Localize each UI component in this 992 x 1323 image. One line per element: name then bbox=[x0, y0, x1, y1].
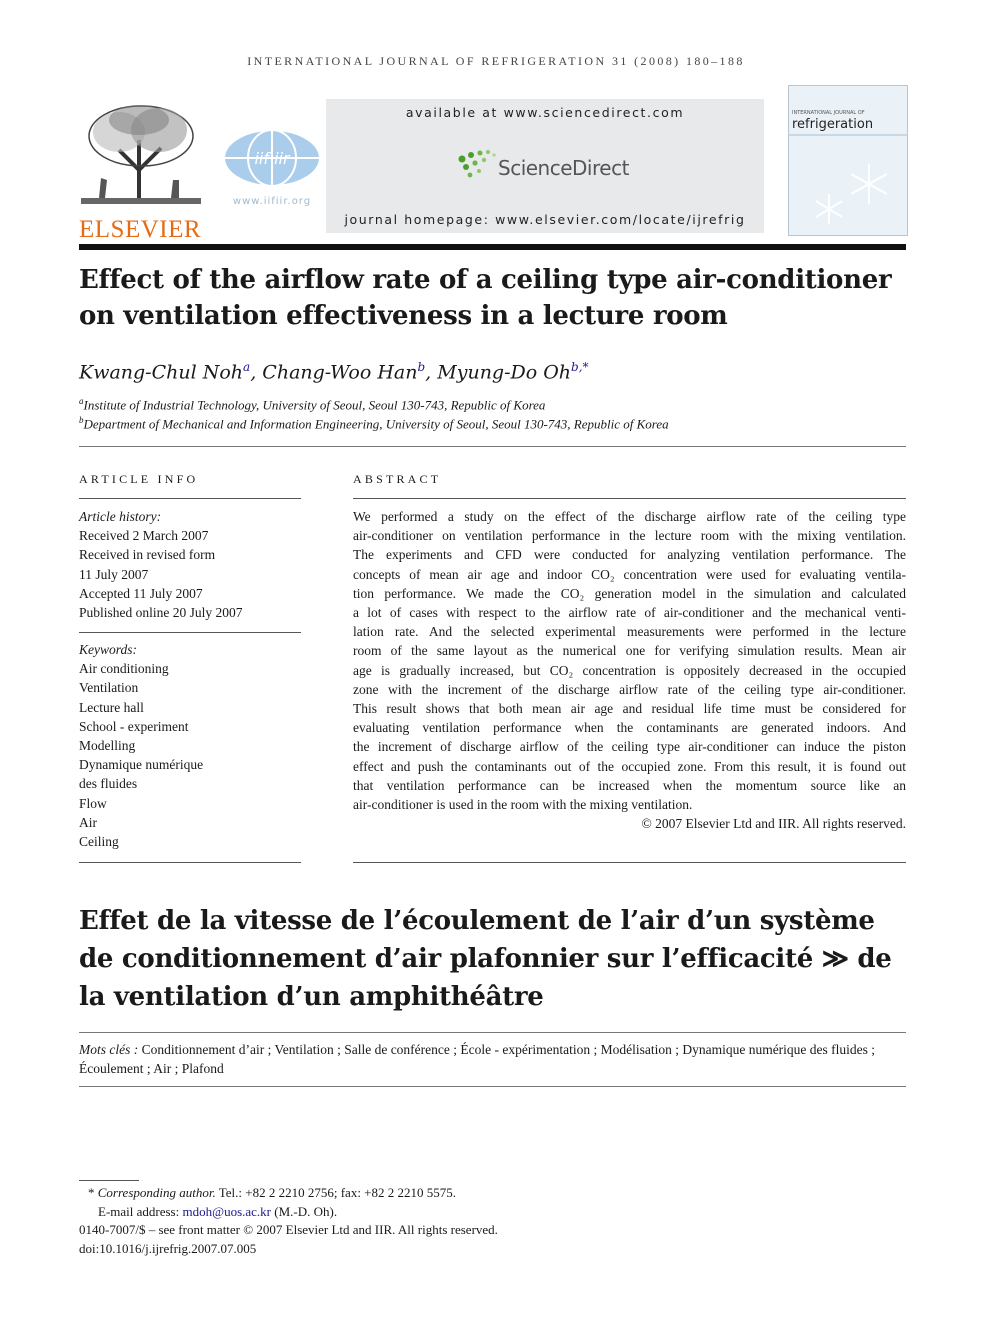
elsevier-logo bbox=[79, 100, 203, 243]
header-rule bbox=[79, 244, 906, 250]
author-name: Kwang-Chul Noh bbox=[79, 361, 244, 384]
author-name: Chang-Woo Han bbox=[262, 361, 418, 384]
affiliation-text: Institute of Industrial Technology, University of Seoul, Seoul 130-743, Republic of Korea bbox=[83, 397, 546, 413]
article-title: Effect of the airflow rate of a ceiling type air-conditioner on ventilation effectiveness in a lecture room bbox=[79, 265, 892, 331]
divider bbox=[353, 498, 906, 499]
abstract-line: room of the same layout as the numerical one for verifying simulation results. Mean air bbox=[353, 643, 906, 659]
abstract-line: The experiments and CFD were conducted for analyzing ventilation performance. The bbox=[353, 547, 906, 563]
divider bbox=[79, 862, 301, 863]
history-entry: Received 2 March 2007 bbox=[79, 528, 209, 544]
abstract-line: air-conditioner is used in the room with the mixing ventilation. bbox=[353, 797, 693, 813]
globe-icon bbox=[222, 128, 322, 190]
affiliation-marker: b bbox=[79, 415, 84, 425]
journal-cover bbox=[788, 85, 908, 236]
footnote-star: * bbox=[88, 1185, 95, 1200]
abstract-line: that ventilation performance can be increased when the momentum source like an bbox=[353, 777, 906, 793]
author-affil-link[interactable]: a bbox=[243, 360, 251, 374]
corresponding-contact: Tel.: +82 2 2210 2756; fax: +82 2 2210 5575. bbox=[215, 1185, 457, 1200]
history-entry: 11 July 2007 bbox=[79, 566, 149, 582]
iifiir-url[interactable]: www.iifiir.org bbox=[232, 196, 312, 207]
abstract-line: zone with the increment of the discharge airflow rate of the ceiling type air-conditioner. bbox=[353, 681, 906, 697]
snowflake-icon bbox=[789, 134, 907, 234]
elsevier-wordmark: ELSEVIER bbox=[79, 216, 202, 243]
author-list bbox=[79, 360, 589, 383]
history-entry: Accepted 11 July 2007 bbox=[79, 585, 203, 601]
abstract-line: the increment of discharge airflow of the ceiling type air-conditioner can induce the piston bbox=[353, 739, 906, 755]
divider bbox=[79, 632, 301, 633]
abstract-copyright: © 2007 Elsevier Ltd and IIR. All rights reserved. bbox=[641, 816, 906, 832]
divider bbox=[79, 1086, 906, 1087]
abstract-line: tion performance. We made the CO₂ generation model in the simulation and calculated bbox=[353, 585, 906, 601]
french-title: Effet de la vitesse de l’écoulement de l’air d’un système de conditionnement d’air plafonnier sur l’efficacité ≫ de la ventilation d’un amphithéâtre bbox=[79, 906, 892, 1012]
abstract-heading: ABSTRACT bbox=[353, 472, 442, 486]
affiliation-a bbox=[79, 396, 545, 413]
author-affil-link[interactable]: b bbox=[417, 360, 426, 374]
abstract-line: air-conditioner on ventilation performance in the lecture room with the mixing ventilation. bbox=[353, 528, 906, 544]
article-history bbox=[79, 507, 301, 622]
corresponding-label: Corresponding author. bbox=[97, 1185, 216, 1200]
available-at-link[interactable]: available at www.sciencedirect.com bbox=[405, 105, 685, 120]
cover-title: refrigeration bbox=[792, 117, 874, 132]
history-label: Article history: bbox=[79, 509, 162, 524]
abstract-line: a lot of cases with respect to the airflow rate of air-conditioner and the mechanical venti- bbox=[353, 605, 906, 621]
keyword-item: Modelling bbox=[79, 738, 136, 754]
sciencedirect-banner bbox=[326, 99, 764, 233]
affiliation-text: Department of Mechanical and Information Engineering, University of Seoul, Seoul 130-743, Republic of Korea bbox=[83, 416, 669, 432]
keyword-item: Air bbox=[79, 814, 97, 830]
keyword-item: des fluides bbox=[79, 776, 138, 792]
author-name: Myung-Do Oh bbox=[437, 361, 572, 384]
doi-link[interactable]: doi:10.1016/j.ijrefrig.2007.07.005 bbox=[79, 1241, 257, 1256]
svg-text:iif iir: iif iir bbox=[254, 149, 290, 168]
author-sep: , bbox=[425, 361, 438, 384]
affiliation-b bbox=[79, 415, 669, 432]
divider bbox=[79, 446, 906, 447]
affiliation-marker: a bbox=[79, 396, 84, 406]
footnote-rule bbox=[79, 1180, 139, 1181]
elsevier-tree-icon bbox=[79, 100, 203, 210]
abstract-body bbox=[353, 507, 906, 833]
divider bbox=[353, 862, 906, 863]
keywords-label: Keywords: bbox=[79, 642, 137, 657]
keyword-item: School - experiment bbox=[79, 718, 189, 734]
abstract-line: evaluating ventilation performance when the contaminants are generated indoors. And bbox=[353, 720, 906, 736]
author-sep: , bbox=[250, 361, 263, 384]
keywords bbox=[79, 640, 301, 851]
divider bbox=[79, 498, 301, 499]
keyword-item: Ceiling bbox=[79, 834, 119, 850]
issn-line: 0140-7007/$ – see front matter © 2007 Elsevier Ltd and IIR. All rights reserved. bbox=[79, 1222, 498, 1237]
email-link[interactable]: mdoh@uos.ac.kr bbox=[182, 1204, 271, 1219]
corresponding-author bbox=[88, 1184, 456, 1203]
keyword-item: Ventilation bbox=[79, 680, 139, 696]
keyword-item: Flow bbox=[79, 795, 107, 811]
iifiir-logo bbox=[222, 128, 322, 206]
divider bbox=[79, 1032, 906, 1033]
abstract-line: effect and push the contaminants out of the occupied zone. From this result, it is found out bbox=[353, 758, 906, 774]
abstract-line: age is gradually increased, but CO₂ concentration is oppositely decreased in the occupied bbox=[353, 662, 906, 678]
journal-homepage-link[interactable]: journal homepage: www.elsevier.com/locate/ijrefrig bbox=[344, 212, 746, 227]
journal-header: INTERNATIONAL JOURNAL OF REFRIGERATION 31 (2008) 180–188 bbox=[247, 54, 745, 68]
sciencedirect-dots-icon bbox=[454, 149, 502, 183]
mots-cles bbox=[79, 1040, 906, 1078]
abstract-line: concepts of mean air age and indoor CO₂ concentration were used for evaluating ventila- bbox=[353, 566, 906, 582]
sciencedirect-logo[interactable] bbox=[454, 149, 644, 185]
keyword-item: Dynamique numérique bbox=[79, 757, 204, 773]
mots-cles-label: Mots clés : bbox=[79, 1042, 139, 1057]
history-entry: Received in revised form bbox=[79, 547, 216, 563]
abstract-line: This result shows that both mean air age and residual life time must be considered for bbox=[353, 701, 906, 717]
abstract-line: We performed a study on the effect of the discharge airflow rate of the ceiling type bbox=[353, 509, 906, 524]
mots-cles-text: Conditionnement d’air ; Ventilation ; Salle de conférence ; École - expérimentation ; Modélisation ; Dynamique numérique des fluides ; Écoulement ; Air ; Plafond bbox=[79, 1042, 876, 1077]
sciencedirect-wordmark: ScienceDirect bbox=[498, 156, 629, 180]
keyword-item: Lecture hall bbox=[79, 699, 144, 715]
keyword-item: Air conditioning bbox=[79, 661, 169, 677]
email-label: E-mail address: bbox=[98, 1204, 183, 1219]
cover-small-title: INTERNATIONAL JOURNAL OF bbox=[792, 110, 865, 116]
email-suffix: (M.-D. Oh). bbox=[271, 1204, 338, 1219]
abstract-line: lation rate. And the selected experimental measurements were performed in the lecture bbox=[353, 624, 906, 640]
email-line bbox=[98, 1203, 337, 1222]
article-info-heading: ARTICLE INFO bbox=[79, 472, 199, 486]
history-entry: Published online 20 July 2007 bbox=[79, 605, 243, 621]
author-affil-link[interactable]: b,* bbox=[571, 360, 589, 374]
